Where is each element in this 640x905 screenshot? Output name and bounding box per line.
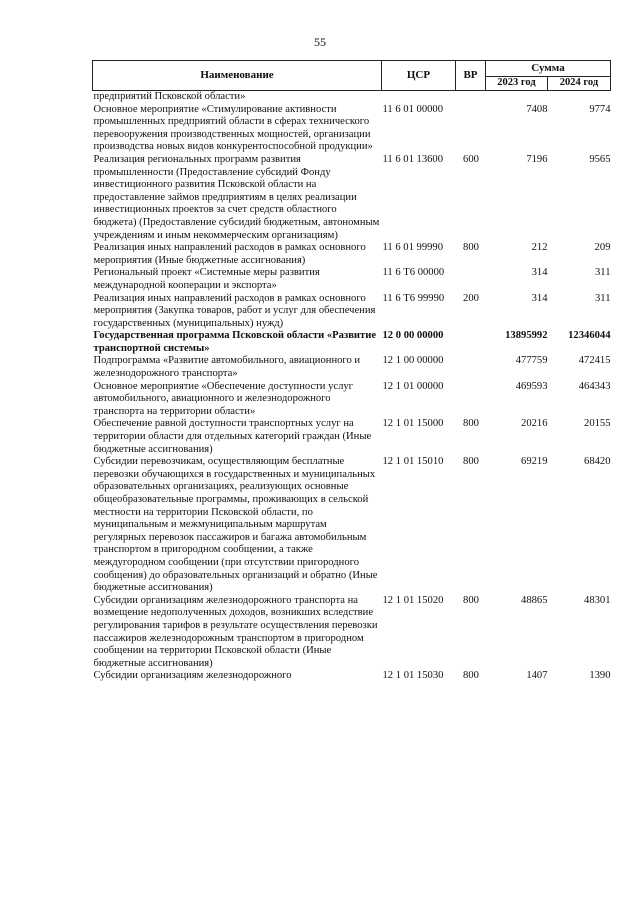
- table-row: [93, 418, 611, 456]
- row-csr: 12 1 01 00000: [382, 380, 444, 392]
- row-sum-2023: 212: [531, 242, 548, 254]
- row-vr: [456, 330, 486, 355]
- row-name: Реализация иных направлений расходов в рамках основного мероприятия (Иные бюджетные ассигнования): [93, 242, 366, 266]
- row-vr: [456, 91, 486, 104]
- row-name: Субсидии перевозчикам, осуществляющим бесплатные перевозки обучающихся в государственных и муниципальных образовательных организациях, реализующих основные общеобразовательные программы, проживающих в сельской местности на территории Псковской области, по муниципальным и межмуниципальным маршрутам регулярных перевозок пассажиров и багажа автомобильным транспортом в пригородном сообщении, а также междугородном сообщении (при отсутствии пригородного сообщения) до образовательных организаций и обратно (Иные бюджетные ассигнования): [93, 456, 378, 594]
- table-row: [93, 381, 611, 419]
- table-header: [93, 61, 611, 91]
- row-vr: [456, 104, 486, 154]
- row-sum-2024: 12346044: [568, 330, 611, 342]
- row-sum-2024: 9565: [589, 153, 611, 165]
- table-row: [93, 242, 611, 267]
- row-sum-2023: 314: [531, 267, 548, 279]
- row-name: Государственная программа Псковской области «Развитие транспортной системы»: [93, 330, 377, 354]
- row-sum-2023: 1407: [526, 670, 548, 682]
- header-vr: ВР: [456, 61, 486, 91]
- row-name: Обеспечение равной доступности транспортных услуг на территории области для отдельных категорий граждан (Иные бюджетные ассигнования): [93, 418, 372, 455]
- row-sum-2023: 7196: [526, 153, 548, 165]
- table-row: [93, 267, 611, 292]
- row-vr: [456, 267, 486, 292]
- row-vr: 800: [463, 418, 479, 430]
- header-year-2024: 2024 год: [548, 77, 611, 91]
- row-csr: 11 6 Т6 00000: [382, 267, 445, 279]
- row-sum-2023: [486, 91, 548, 104]
- table-row: [93, 670, 611, 683]
- table-row: [93, 595, 611, 671]
- row-csr: 11 6 Т6 99990: [382, 292, 445, 304]
- row-vr: 600: [463, 153, 479, 165]
- row-name: Субсидии организациям железнодорожного транспорта на возмещение недополученных доходов, возникших вследствие регулирования тарифов в результате осуществления перевозки пассажиров железнодорожным транспортом в пригородном сообщении на территории Псковской области (Иные бюджетные ассигнования): [93, 594, 378, 669]
- row-sum-2024: 209: [594, 242, 611, 254]
- table-row: [93, 293, 611, 331]
- row-vr: 800: [463, 242, 479, 254]
- row-vr: 800: [463, 456, 479, 468]
- row-sum-2023: 314: [531, 292, 548, 304]
- budget-table: [92, 60, 611, 683]
- row-csr: 11 6 01 13600: [382, 153, 444, 165]
- row-sum-2024: 472415: [578, 355, 611, 367]
- table-row: [93, 456, 611, 595]
- row-csr: 12 1 00 00000: [382, 355, 444, 367]
- row-name: Реализация иных направлений расходов в рамках основного мероприятия (Закупка товаров, работ и услуг для обеспечения государственных (муниципальных) нужд): [93, 292, 376, 329]
- table-row: [93, 91, 611, 104]
- row-csr: 11 6 01 00000: [382, 103, 444, 115]
- row-name: Подпрограмма «Развитие автомобильного, авиационного и железнодорожного транспорта»: [93, 355, 361, 380]
- table-row: [93, 355, 611, 380]
- row-vr: [456, 355, 486, 380]
- row-csr: 12 0 00 00000: [382, 330, 444, 342]
- row-sum-2024: [548, 91, 611, 104]
- table-body: [93, 91, 611, 683]
- row-vr: [456, 381, 486, 419]
- table-row: [93, 104, 611, 154]
- header-sum: Сумма: [486, 61, 611, 77]
- row-sum-2024: 1390: [589, 670, 611, 682]
- row-sum-2024: 68420: [584, 456, 611, 468]
- header-name: Наименование: [93, 61, 382, 91]
- row-sum-2023: 7408: [526, 103, 548, 115]
- row-sum-2024: 311: [595, 292, 611, 304]
- row-sum-2023: 20216: [521, 418, 548, 430]
- row-sum-2024: 9774: [589, 103, 611, 115]
- row-sum-2023: 48865: [521, 594, 548, 606]
- header-year-2023: 2023 год: [486, 77, 548, 91]
- row-sum-2023: 13895992: [505, 330, 548, 342]
- row-sum-2023: 477759: [515, 355, 548, 367]
- table-row: [93, 154, 611, 242]
- row-name: Основное мероприятие «Обеспечение доступности услуг автомобильного, авиационного и железнодорожного транспорта на территории области»: [93, 380, 354, 417]
- row-name: Субсидии организациям железнодорожного: [93, 670, 292, 682]
- row-csr: 12 1 01 15000: [382, 418, 444, 430]
- row-sum-2024: 20155: [584, 418, 611, 430]
- row-vr: 200: [463, 292, 479, 304]
- row-name: Региональный проект «Системные меры развития международной кооперации и экспорта»: [93, 267, 320, 291]
- row-sum-2024: 311: [595, 267, 611, 279]
- row-vr: 800: [463, 594, 479, 606]
- row-sum-2024: 48301: [584, 594, 611, 606]
- row-csr: 11 6 01 99990: [382, 242, 444, 254]
- row-csr: 12 1 01 15030: [382, 670, 444, 682]
- row-vr: 800: [463, 670, 479, 682]
- row-name: предприятий Псковской области»: [93, 91, 246, 102]
- row-sum-2024: 464343: [578, 380, 611, 392]
- row-csr: [382, 91, 456, 104]
- table-row: [93, 330, 611, 355]
- row-sum-2023: 69219: [521, 456, 548, 468]
- row-csr: 12 1 01 15020: [382, 594, 444, 606]
- page-number: 55: [314, 35, 326, 49]
- row-sum-2023: 469593: [515, 380, 548, 392]
- row-name: Основное мероприятие «Стимулирование активности промышленных предприятий области в сферах технического перевооружения производственных мощностей, организации производства новых видов конкурентоспособной продукции»: [93, 103, 373, 153]
- row-name: Реализация региональных программ развития промышленности (Предоставление субсидий Фонду инвестиционного развития Псковской области на предоставление займов предприятиям в целях реализации инвестиционных проектов за счет средств областного бюджета) (Предоставление субсидий бюджетным, автономным учреждениям и иным некоммерческим организациям): [93, 153, 380, 241]
- header-csr: ЦСР: [382, 61, 456, 91]
- row-csr: 12 1 01 15010: [382, 456, 444, 468]
